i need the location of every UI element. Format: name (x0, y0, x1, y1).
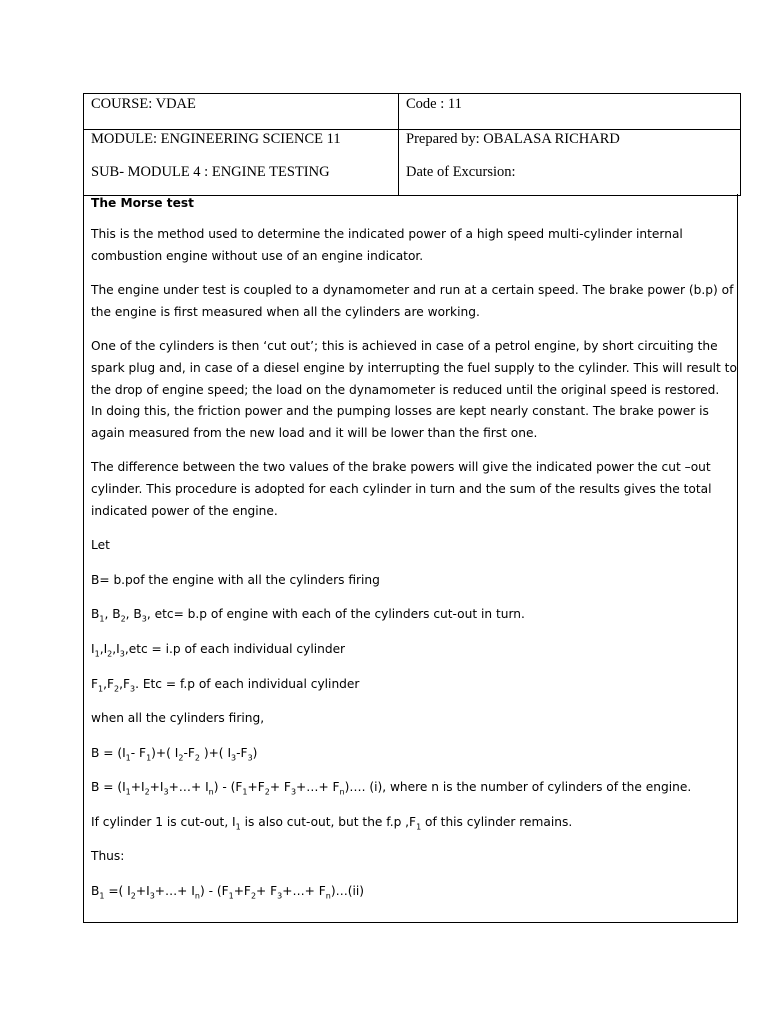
subscript: 1 (146, 753, 152, 763)
code-cell (399, 94, 741, 130)
section-title: The Morse test (91, 196, 194, 210)
paragraph-line: the drop of engine speed; the load on the dynamometer is reduced until the original speed is restored. (91, 382, 720, 397)
text-fragment: ) - (F (213, 780, 243, 795)
subscript: n (325, 891, 331, 901)
text-fragment: +…+ F (282, 884, 326, 899)
definition-fn (91, 674, 737, 696)
module-cell (84, 130, 399, 196)
paragraph-line: In doing this, the friction power and the pumping losses are kept nearly constant. The brake power is (91, 404, 709, 419)
prepared-cell (399, 130, 741, 196)
module-label: MODULE: ENGINEERING SCIENCE 11 (91, 131, 341, 147)
paragraph-line: the engine is first measured when all the cylinders are working. (91, 304, 480, 319)
paragraph-line: One of the cylinders is then ‘cut out’; this is achieved in case of a petrol engine, by short circuiting the (91, 339, 718, 354)
text-fragment: )…(ii) (330, 884, 365, 899)
definition-bn (91, 604, 737, 626)
header-row-2 (84, 130, 741, 196)
subscript: 2 (114, 683, 120, 693)
text-fragment: ,I (112, 641, 120, 656)
thus-line: Thus: (91, 849, 125, 864)
text-fragment: I (91, 641, 95, 656)
subscript: n (208, 787, 214, 797)
paragraph-line: spark plug and, in case of a diesel engine by interrupting the fuel supply to the cylinder. This will result to (91, 360, 737, 375)
text-fragment: F (91, 676, 99, 691)
paragraph-line: indicated power of the engine. (91, 503, 278, 518)
text-fragment: ) (252, 745, 258, 760)
paragraph-line: cylinder. This procedure is adopted for each cylinder in turn and the sum of the results gives the total (91, 481, 712, 496)
cutout-line (91, 812, 737, 834)
subscript: 3 (141, 614, 147, 624)
text-fragment: +I (135, 884, 150, 899)
subscript: 1 (99, 891, 105, 901)
subscript: 1 (416, 822, 422, 832)
equation-b (91, 743, 737, 765)
text-fragment: ,F (119, 676, 130, 691)
subscript: 1 (125, 787, 131, 797)
text-fragment: B = (I (91, 745, 126, 760)
subscript: 2 (250, 891, 257, 901)
subscript: n (339, 787, 345, 797)
code-label: Code : 11 (406, 96, 462, 112)
paragraph-line: The engine under test is coupled to a dynamometer and run at a certain speed. The brake power (b.p) of (91, 283, 734, 298)
subscript: 1 (94, 649, 100, 659)
sub-module-label: SUB- MODULE 4 : ENGINE TESTING (91, 164, 330, 180)
definition-b: B= b.pof the engine with all the cylinders firing (91, 572, 380, 587)
text-fragment: , etc= b.p of engine with each of the cylinders cut-out in turn. (146, 607, 525, 622)
subscript: 1 (228, 891, 234, 901)
text-fragment: ,F (103, 676, 114, 691)
content-box (83, 194, 738, 923)
text-fragment: +…+ I (154, 884, 195, 899)
text-fragment: +…+ F (296, 780, 340, 795)
subscript: 2 (194, 753, 200, 763)
subscript: 3 (129, 683, 136, 693)
text-fragment: , B (125, 607, 142, 622)
subscript: 3 (119, 649, 125, 659)
subscript: 2 (178, 753, 184, 763)
paragraph-line: again measured from the new load and it will be lower than the first one. (91, 425, 538, 440)
course-label: COURSE: VDAE (91, 96, 196, 112)
paragraph-line: The difference between the two values of the brake powers will give the indicated power the cut –out (91, 460, 711, 475)
subscript: 1 (242, 787, 248, 797)
text-fragment: +F (233, 884, 251, 899)
text-fragment: +…+ I (168, 780, 209, 795)
paragraph-line: combustion engine without use of an engine indicator. (91, 248, 424, 263)
text-fragment: )+( I (151, 745, 179, 760)
subscript: n (194, 891, 200, 901)
paragraph-1 (91, 224, 737, 267)
text-fragment: )+( I (199, 745, 232, 760)
text-fragment: ,etc = i.p of each individual cylinder (124, 641, 346, 656)
when-firing-line: when all the cylinders firing, (91, 711, 265, 726)
text-fragment: =( I (104, 884, 131, 899)
subscript: 3 (247, 753, 253, 763)
text-fragment: -F (183, 745, 195, 760)
equation-i (91, 777, 737, 799)
text-fragment: of this cylinder remains. (421, 814, 573, 829)
text-fragment: ,I (99, 641, 108, 656)
text-fragment: If cylinder 1 is cut-out, I (91, 814, 236, 829)
paragraph-2 (91, 280, 737, 323)
date-of-excursion-label: Date of Excursion: (406, 164, 516, 180)
subscript: 2 (107, 649, 113, 659)
course-cell (84, 94, 399, 130)
text-fragment: B (91, 607, 100, 622)
text-fragment: B = (I (91, 780, 126, 795)
text-fragment: , B (104, 607, 121, 622)
text-fragment: . Etc = f.p of each individual cylinder (135, 676, 360, 691)
subscript: 2 (120, 614, 126, 624)
text-fragment: -F (236, 745, 248, 760)
text-fragment: +I (130, 780, 145, 795)
text-fragment: +I (149, 780, 164, 795)
text-fragment: - F (130, 745, 147, 760)
subscript: 3 (149, 891, 155, 901)
subscript: 1 (235, 822, 241, 832)
header-row-1 (84, 94, 741, 130)
subscript: 1 (99, 614, 105, 624)
text-fragment: + F (256, 884, 278, 899)
text-fragment: +F (247, 780, 265, 795)
subscript: 3 (231, 753, 237, 763)
paragraph-3 (91, 336, 737, 444)
header-table (83, 93, 741, 196)
subscript: 3 (290, 787, 297, 797)
prepared-by-label: Prepared by: OBALASA RICHARD (406, 131, 620, 147)
definition-in (91, 639, 737, 661)
text-fragment: + F (269, 780, 291, 795)
equation-ii (91, 881, 737, 903)
subscript: 3 (163, 787, 169, 797)
paragraph-line: This is the method used to determine the indicated power of a high speed multi-cylinder internal (91, 227, 683, 241)
text-fragment: B (91, 884, 100, 899)
text-fragment: )…. (i), where n is the number of cylinders of the engine. (344, 780, 692, 795)
subscript: 1 (98, 683, 104, 693)
text-fragment: is also cut-out, but the f.p ,F (240, 814, 417, 829)
subscript: 2 (130, 891, 136, 901)
let-line: Let (91, 538, 110, 553)
subscript: 2 (264, 787, 270, 797)
subscript: 2 (144, 787, 150, 797)
paragraph-4 (91, 457, 737, 522)
text-fragment: ) - (F (199, 884, 229, 899)
subscript: 3 (277, 891, 283, 901)
subscript: 1 (125, 753, 131, 763)
